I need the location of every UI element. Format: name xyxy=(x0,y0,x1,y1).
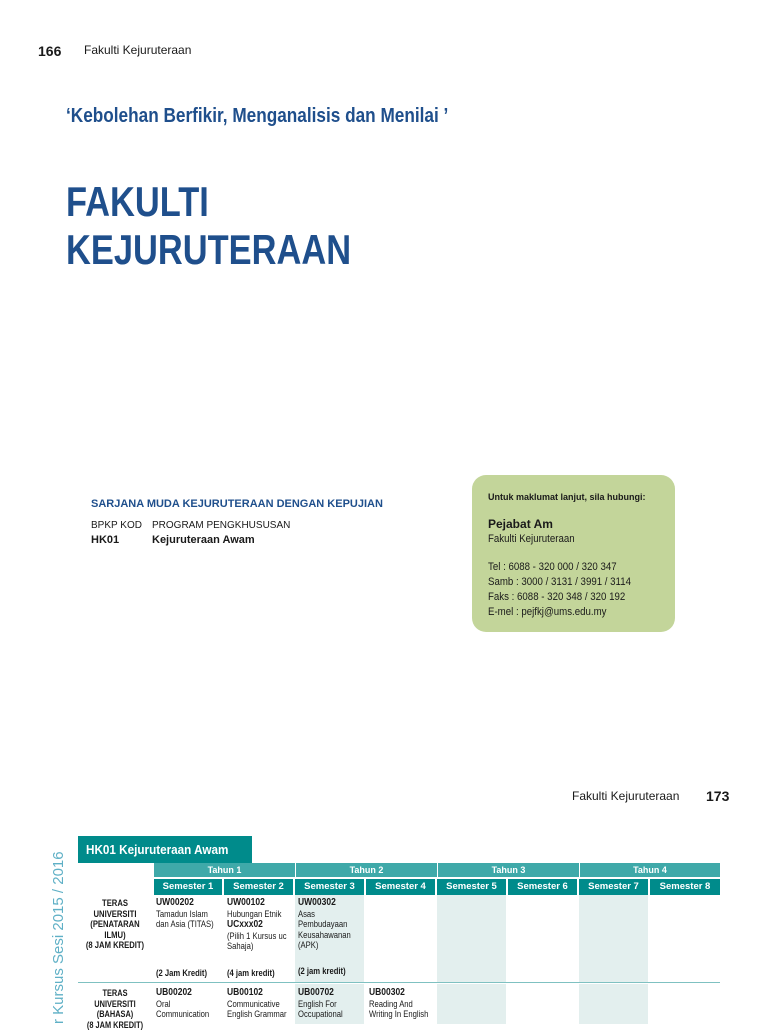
credit-s3-row1: (2 jam kredit) xyxy=(298,966,346,976)
contact-samb: Samb : 3000 / 3131 / 3991 / 3114 xyxy=(488,576,631,588)
cell-s2-row2 xyxy=(227,987,287,1020)
course-code: UW00302 xyxy=(298,897,336,908)
side-vertical-text: r Kursus Sesi 2015 / 2016 xyxy=(50,851,67,1024)
course-code: UB00202 xyxy=(156,987,192,998)
page-number: 166 xyxy=(38,43,62,59)
page-title xyxy=(66,178,351,274)
row-divider xyxy=(78,982,720,983)
cell-s3-row2 xyxy=(298,987,343,1020)
course-title: Asas Pembudayaan Keusahawanan (APK) xyxy=(298,908,351,950)
semester-header-7: Semester 7 xyxy=(579,879,648,895)
shaded-column-5 xyxy=(437,895,506,982)
shaded-column-5-row2 xyxy=(437,984,506,1024)
semester-header-4: Semester 4 xyxy=(366,879,435,895)
cell-s2-row1 xyxy=(227,897,287,952)
contact-box xyxy=(472,475,675,632)
running-header: Fakulti Kejuruteraan xyxy=(84,43,192,57)
shaded-column-7-row2 xyxy=(579,984,648,1024)
course-code: UB00702 xyxy=(298,987,334,998)
semester-header-1: Semester 1 xyxy=(154,879,222,895)
course-title: Communicative English Grammar xyxy=(227,998,287,1019)
contact-office: Pejabat Am xyxy=(488,517,553,531)
tagline: ‘Kebolehan Berfikir, Menganalisis dan Menilai ’ xyxy=(66,105,449,127)
semester-header-8: Semester 8 xyxy=(650,879,720,895)
title-line-1: FAKULTI xyxy=(66,178,209,225)
programme-col1-header: BPKP KOD xyxy=(91,520,142,531)
semester-header-2: Semester 2 xyxy=(224,879,293,895)
year-header-2: Tahun 2 xyxy=(296,863,437,877)
programme-heading: SARJANA MUDA KEJURUTERAAN DENGAN KEPUJIAN xyxy=(91,498,383,510)
credit-s2-row1: (4 jam kredit) xyxy=(227,968,275,978)
course-title: English For Occupational xyxy=(298,998,343,1019)
course-title: Oral Communication xyxy=(156,998,210,1019)
semester-header-5: Semester 5 xyxy=(437,879,506,895)
course-code: UB00302 xyxy=(369,987,405,998)
course-title-2: (Pilih 1 Kursus uc Sahaja) xyxy=(227,930,287,951)
title-line-2: KEJURUTERAAN xyxy=(66,226,352,273)
course-code: UW00202 xyxy=(156,897,194,908)
course-code-2: UCxxx02 xyxy=(227,919,263,930)
course-title: Tamadun Islam dan Asia (TITAS) xyxy=(156,908,214,929)
cell-s4-row2 xyxy=(369,987,428,1020)
contact-tel: Tel : 6088 - 320 000 / 320 347 xyxy=(488,561,617,573)
table-tab xyxy=(78,836,252,863)
contact-heading: Untuk maklumat lanjut, sila hubungi: xyxy=(488,492,646,502)
running-footer: Fakulti Kejuruteraan xyxy=(572,789,680,803)
cell-s3-row1 xyxy=(298,897,351,951)
programme-name: Kejuruteraan Awam xyxy=(152,534,255,546)
row-label-teras-universiti-bahasa: TERAS UNIVERSITI (BAHASA) (8 JAM KREDIT) xyxy=(86,988,144,1030)
cell-s1-row2 xyxy=(156,987,209,1020)
footer-page-number: 173 xyxy=(706,788,730,804)
cell-s1-row1 xyxy=(156,897,214,930)
semester-header-3: Semester 3 xyxy=(295,879,364,895)
table-tab-label: HK01 Kejuruteraan Awam xyxy=(86,842,229,857)
course-title: Reading And Writing In English xyxy=(369,998,429,1019)
programme-col2-header: PROGRAM PENGKHUSUSAN xyxy=(152,520,291,531)
credit-s1-row1: (2 Jam Kredit) xyxy=(156,968,208,978)
year-header-1: Tahun 1 xyxy=(154,863,295,877)
semester-header-6: Semester 6 xyxy=(508,879,577,895)
course-code: UB00102 xyxy=(227,987,263,998)
year-header-3: Tahun 3 xyxy=(438,863,579,877)
contact-faks: Faks : 6088 - 320 348 / 320 192 xyxy=(488,591,626,603)
course-title: Hubungan Etnik xyxy=(227,908,282,919)
shaded-column-7 xyxy=(579,895,648,982)
row-label-teras-universiti-ilmu: TERAS UNIVERSITI (PENATARAN ILMU) (8 JAM KREDIT) xyxy=(85,898,145,950)
year-header-4: Tahun 4 xyxy=(580,863,720,877)
course-code: UW00102 xyxy=(227,897,265,908)
contact-faculty: Fakulti Kejuruteraan xyxy=(488,533,575,545)
programme-code: HK01 xyxy=(91,534,120,546)
contact-email: E-mel : pejfkj@ums.edu.my xyxy=(488,606,607,618)
